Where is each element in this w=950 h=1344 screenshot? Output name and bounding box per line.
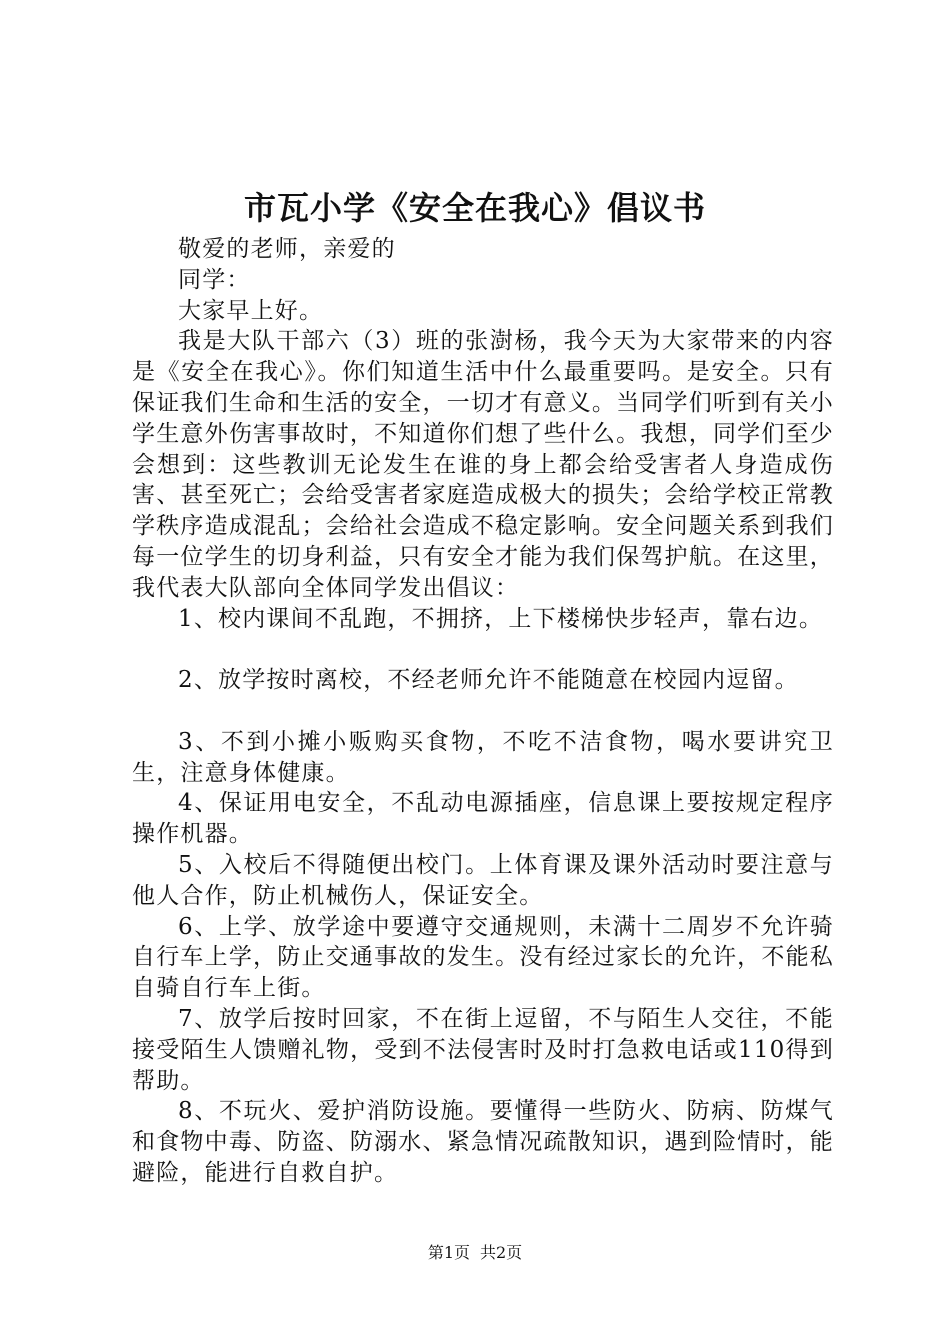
document-body	[132, 234, 834, 1189]
page-total: 共2页	[480, 1243, 523, 1262]
greeting-line-2: 同学：	[178, 266, 251, 293]
item-8: 8、不玩火、爱护消防设施。要懂得一些防火、防病、防煤气和食物中毒、防盗、防溺水、紧急情况疏散知识，遇到险情时，能避险，能进行自救自护。	[132, 1098, 834, 1186]
greeting-line-1: 敬爱的老师，亲爱的	[178, 236, 396, 262]
opening-line: 大家早上好。	[178, 297, 324, 324]
item-6: 6、上学、放学途中要遵守交通规则，未满十二周岁不允许骑自行车上学，防止交通事故的发生。没有经过家长的允许，不能私自骑自行车上街。	[132, 913, 834, 1002]
item-1: 1、校内课间不乱跑，不拥挤，上下楼梯快步轻声，靠右边。	[178, 605, 824, 632]
intro-paragraph: 我是大队干部六（3）班的张澍杨，我今天为大家带来的内容是《安全在我心》。你们知道生活中什么最重要吗。是安全。只有保证我们生命和生活的安全，一切才有意义。当同学们听到有关小学生意外伤害事故时，不知道你们想了些什么。我想，同学们至少会想到：这些教训无论发生在谁的身上都会给受害者人身造成伤害、甚至死亡；会给受害者家庭造成极大的损失；会给学校正常教学秩序造成混乱；会给社会造成不稳定影响。安全问题关系到我们每一位学生的切身利益，只有安全才能为我们保驾护航。在这里，我代表大队部向全体同学发出倡议：	[132, 328, 834, 601]
document-title: 市瓦小学《安全在我心》倡议书	[243, 189, 706, 227]
item-7: 7、放学后按时回家，不在街上逗留，不与陌生人交往，不能接受陌生人馈赠礼物，受到不法侵害时及时打急救电话或110得到帮助。	[132, 1005, 834, 1094]
page-footer	[0, 1242, 950, 1264]
item-2: 2、放学按时离校，不经老师允许不能随意在校园内逗留。	[178, 667, 799, 694]
item-5: 5、入校后不得随便出校门。上体育课及课外活动时要注意与他人合作，防止机械伤人，保证安全。	[132, 851, 834, 909]
page-number: 第1页	[427, 1243, 470, 1262]
item-3: 3、不到小摊小贩购买食物，不吃不洁食物，喝水要讲究卫生，注意身体健康。	[132, 728, 834, 786]
item-4: 4、保证用电安全，不乱动电源插座，信息课上要按规定程序操作机器。	[132, 790, 834, 848]
